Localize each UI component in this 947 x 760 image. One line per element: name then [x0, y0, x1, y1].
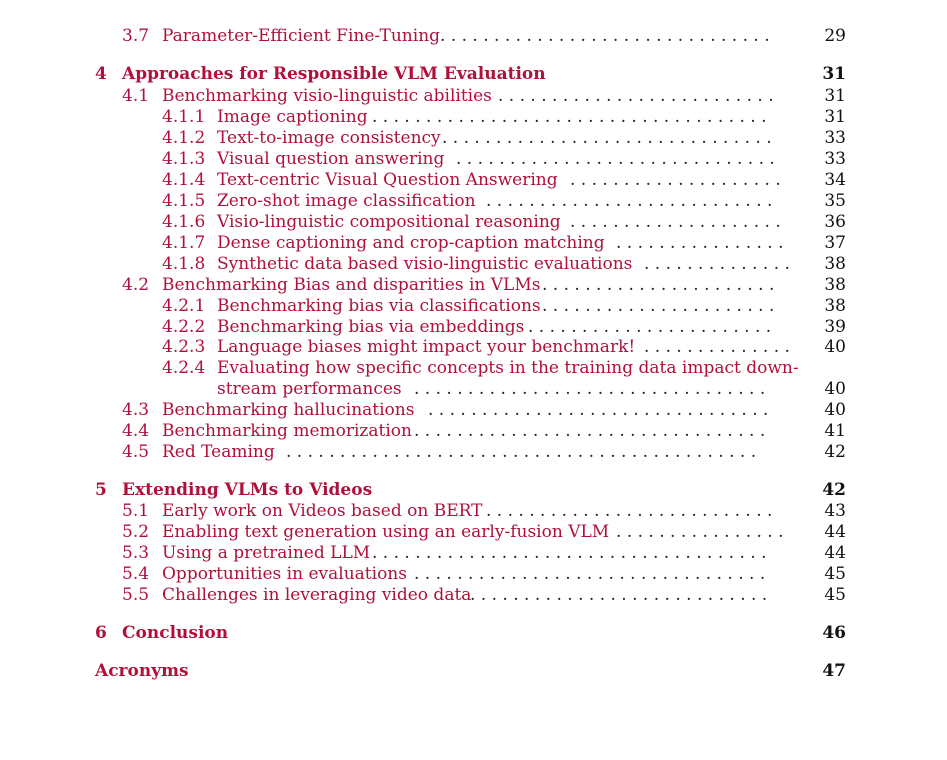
page-number: 37	[824, 233, 846, 253]
section-title: Parameter-Efficient Fine-Tuning	[162, 26, 441, 46]
section-title: Text-centric Visual Question Answering	[217, 170, 558, 190]
section-title: Language biases might impact your benchmark!	[217, 337, 636, 357]
dot-leader: . . . . . . . . . . . . . . . . . . . . . . . . . . . . . .	[456, 149, 775, 169]
section-number: 5.4	[122, 564, 150, 584]
toc-entry[interactable]	[0, 85, 947, 107]
section-title: Benchmarking hallucinations	[162, 400, 415, 420]
dot-leader: . . . . . . . . . . . . . .	[644, 254, 790, 274]
dot-leader: . . . . . . . . . . . . . . . .	[616, 522, 784, 542]
page-number: 41	[824, 421, 846, 441]
dot-leader: . . . . . . . . . . . . . . . . . . . . . . . . . . . . . . .	[440, 26, 770, 46]
section-title: Evaluating how specific concepts in the training data impact down-	[217, 358, 799, 378]
page-number: 39	[824, 317, 846, 337]
section-number: 5.1	[122, 501, 150, 521]
page-number: 34	[824, 170, 846, 190]
toc-entry[interactable]	[0, 148, 947, 170]
toc-entry[interactable]	[0, 127, 947, 149]
toc-entry[interactable]	[0, 420, 947, 442]
chapter-number: 6	[95, 623, 107, 643]
page-number: 42	[824, 442, 846, 462]
section-title: Visual question answering	[217, 149, 445, 169]
dot-leader: . . . . . . . . . . . . . . . .	[616, 233, 784, 253]
section-title: Opportunities in evaluations	[162, 564, 407, 584]
section-title: Visio-linguistic compositional reasoning	[217, 212, 561, 232]
toc-entry[interactable]	[0, 190, 947, 212]
toc-entry[interactable]	[0, 399, 947, 421]
section-title: Zero-shot image classification	[217, 191, 476, 211]
section-number: 3.7	[122, 26, 150, 46]
chapter-number: 5	[95, 480, 107, 500]
dot-leader: . . . . . . . . . . . . . . . . . . . . . . . . . . . . . . . . . . . . .	[372, 543, 767, 563]
dot-leader: . . . . . . . . . . . . . . . . . . . . . . . . . . . . . . . . . . . . . . . . . . . .	[286, 442, 757, 462]
section-title: Benchmarking bias via classifications	[217, 296, 541, 316]
chapter-title: Extending VLMs to Videos	[122, 480, 373, 500]
section-number: 4.4	[122, 421, 150, 441]
dot-leader: . . . . . . . . . . . . . . . . . . . . . . . . . . . . . . . . . . . . .	[372, 107, 767, 127]
page-number: 38	[824, 254, 846, 274]
toc-chapter[interactable]	[0, 622, 947, 644]
dot-leader: . . . . . . . . . . . . . . . . . . . .	[570, 170, 781, 190]
chapter-title: Conclusion	[122, 623, 229, 643]
page-number: 31	[824, 107, 846, 127]
page-number: 31	[824, 86, 846, 106]
dot-leader: . . . . . . . . . . . . . . . . . . . . . .	[542, 275, 775, 295]
dot-leader: . . . . . . . . . . . . . . . . . . . . . . . . . . . . . . . . .	[414, 421, 766, 441]
section-number: 4.1.5	[162, 191, 206, 211]
section-number: 5.3	[122, 543, 150, 563]
section-number: 4.1.4	[162, 170, 206, 190]
section-title: Benchmarking memorization	[162, 421, 412, 441]
dot-leader: . . . . . . . . . . . . . . . . . . . . . . . . . .	[498, 86, 774, 106]
toc-entry[interactable]	[0, 357, 947, 399]
page-number: 36	[824, 212, 846, 232]
toc-entry[interactable]	[0, 584, 947, 606]
chapter-number: 4	[95, 64, 107, 84]
dot-leader: . . . . . . . . . . . . . . . . . . . . . .	[542, 296, 775, 316]
section-title: Synthetic data based visio-linguistic evaluations	[217, 254, 633, 274]
section-title: Enabling text generation using an early-fusion VLM	[162, 522, 610, 542]
section-title: Red Teaming	[162, 442, 275, 462]
page-number: 42	[822, 480, 846, 500]
toc-entry[interactable]	[0, 253, 947, 275]
toc-entry[interactable]	[0, 336, 947, 358]
section-title: Image captioning	[217, 107, 368, 127]
section-title: Dense captioning and crop-caption matching	[217, 233, 605, 253]
page-number: 43	[824, 501, 846, 521]
chapter-title: Approaches for Responsible VLM Evaluation	[122, 64, 546, 84]
page-number: 38	[824, 275, 846, 295]
section-number: 4.1.2	[162, 128, 206, 148]
toc-entry[interactable]	[0, 211, 947, 233]
toc-entry[interactable]	[0, 441, 947, 463]
page-number: 33	[824, 128, 846, 148]
page-number: 44	[824, 522, 846, 542]
section-number: 4.2.4	[162, 358, 206, 378]
toc-entry[interactable]	[0, 169, 947, 191]
toc-chapter[interactable]	[0, 479, 947, 501]
section-title: Benchmarking bias via embeddings	[217, 317, 525, 337]
toc-entry[interactable]	[0, 295, 947, 317]
page-number: 31	[822, 64, 846, 84]
toc-entry[interactable]	[0, 232, 947, 254]
section-number: 5.2	[122, 522, 150, 542]
section-title: Early work on Videos based on BERT	[162, 501, 483, 521]
dot-leader: . . . . . . . . . . . . . . . . . . . . . . . . . . . . . . . . .	[414, 379, 766, 399]
toc-entry[interactable]	[0, 274, 947, 296]
dot-leader: . . . . . . . . . . . . . . . . . . . . . . . . . . . . . . . . .	[414, 564, 766, 584]
dot-leader: . . . . . . . . . . . . . . . . . . . . . . . . . . . . . . .	[442, 128, 772, 148]
section-title-continued: stream performances	[217, 379, 402, 399]
section-title: Benchmarking Bias and disparities in VLMs	[162, 275, 541, 295]
section-number: 4.1.8	[162, 254, 206, 274]
page-number: 38	[824, 296, 846, 316]
page-number: 47	[822, 661, 846, 681]
dot-leader: . . . . . . . . . . . . . . . . . . . . . . . . . . .	[486, 501, 773, 521]
section-title: Using a pretrained LLM	[162, 543, 371, 563]
toc-entry[interactable]	[0, 106, 947, 128]
page-number: 45	[824, 585, 846, 605]
page-number: 40	[824, 379, 846, 399]
toc-entry[interactable]	[0, 563, 947, 585]
section-number: 4.2.2	[162, 317, 206, 337]
dot-leader: . . . . . . . . . . . . . . . . . . . . . . . . . . . . . . . .	[428, 400, 769, 420]
dot-leader: . . . . . . . . . . . . . . . . . . . . . . .	[528, 317, 772, 337]
section-number: 4.2.3	[162, 337, 206, 357]
toc-entry[interactable]	[0, 542, 947, 564]
toc-chapter[interactable]	[0, 660, 947, 682]
section-number: 4.1	[122, 86, 150, 106]
section-title: Text-to-image consistency	[217, 128, 441, 148]
page-number: 40	[824, 337, 846, 357]
section-number: 4.1.3	[162, 149, 206, 169]
page-number: 46	[822, 623, 846, 643]
section-title: Challenges in leveraging video data	[162, 585, 472, 605]
section-number: 4.1.6	[162, 212, 206, 232]
toc-entry[interactable]	[0, 500, 947, 522]
page-number: 29	[824, 26, 846, 46]
dot-leader: . . . . . . . . . . . . . .	[644, 337, 790, 357]
toc-entry[interactable]	[0, 25, 947, 47]
section-number: 5.5	[122, 585, 150, 605]
section-number: 4.2	[122, 275, 150, 295]
toc-entry[interactable]	[0, 316, 947, 338]
dot-leader: . . . . . . . . . . . . . . . . . . . . . . . . . . .	[486, 191, 773, 211]
chapter-title: Acronyms	[95, 661, 189, 681]
page-number: 33	[824, 149, 846, 169]
dot-leader: . . . . . . . . . . . . . . . . . . . . . . . . . . . .	[470, 585, 768, 605]
toc-entry[interactable]	[0, 521, 947, 543]
dot-leader: . . . . . . . . . . . . . . . . . . . .	[570, 212, 781, 232]
page-number: 44	[824, 543, 846, 563]
page-number: 35	[824, 191, 846, 211]
section-number: 4.2.1	[162, 296, 206, 316]
section-title: Benchmarking visio-linguistic abilities	[162, 86, 492, 106]
section-number: 4.1.7	[162, 233, 206, 253]
page-number: 45	[824, 564, 846, 584]
page-number: 40	[824, 400, 846, 420]
section-number: 4.3	[122, 400, 150, 420]
section-number: 4.1.1	[162, 107, 206, 127]
section-number: 4.5	[122, 442, 150, 462]
toc-chapter[interactable]	[0, 63, 947, 85]
